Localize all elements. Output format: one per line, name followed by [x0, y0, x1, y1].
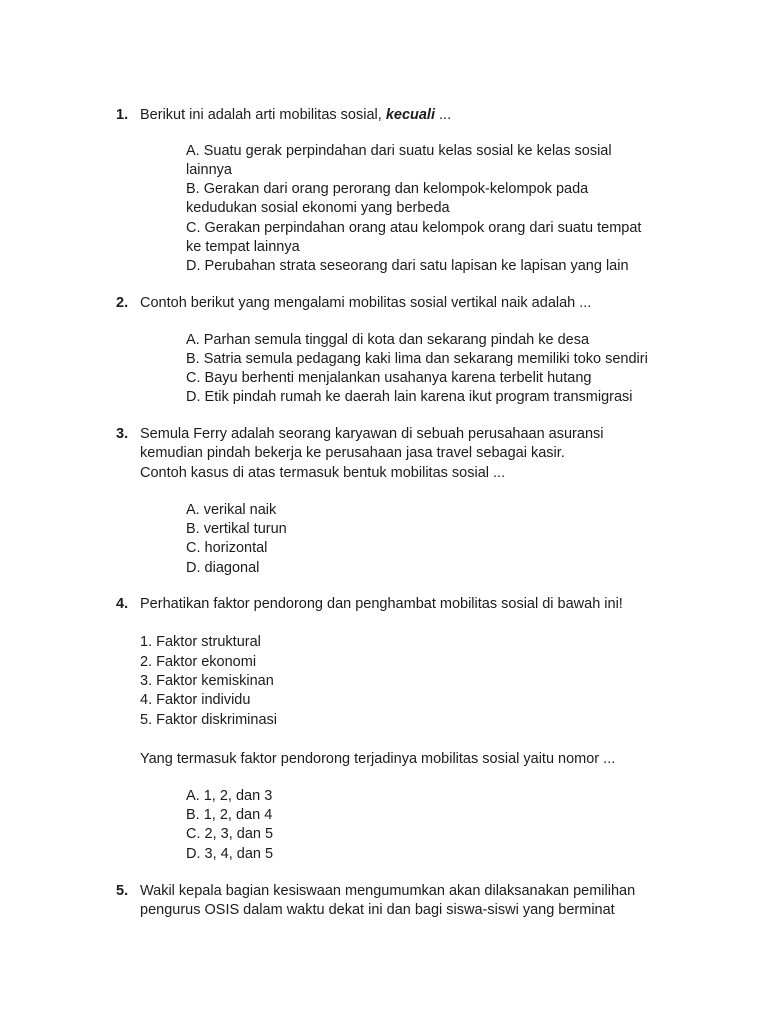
question-3-option-c: C. horizontal [186, 540, 268, 556]
question-1-option-b-cont: kedudukan sosial ekonomi yang berbeda [186, 200, 450, 216]
question-5-stem-line-2: pengurus OSIS dalam waktu dekat ini dan bagi siswa-siswi yang berminat [140, 902, 615, 918]
question-1-option-a-cont: lainnya [186, 162, 232, 178]
question-2-option-b: B. Satria semula pedagang kaki lima dan sekarang memiliki toko sendiri [186, 351, 648, 367]
question-1-stem-text: Berikut ini adalah arti mobilitas sosial, [140, 107, 386, 123]
question-4-prompt: Yang termasuk faktor pendorong terjadinya mobilitas sosial yaitu nomor ... [140, 751, 616, 767]
question-2-stem: Contoh berikut yang mengalami mobilitas sosial vertikal naik adalah ... [140, 295, 592, 311]
question-4-option-b: B. 1, 2, dan 4 [186, 807, 273, 823]
question-1-option-c: C. Gerakan perpindahan orang atau kelompok orang dari suatu tempat [186, 220, 642, 236]
question-1-option-b: B. Gerakan dari orang perorang dan kelompok-kelompok pada [186, 181, 589, 197]
question-1-option-d: D. Perubahan strata seseorang dari satu lapisan ke lapisan yang lain [186, 258, 629, 274]
question-4-stem: Perhatikan faktor pendorong dan penghambat mobilitas sosial di bawah ini! [140, 596, 623, 612]
question-1-option-c-cont: ke tempat lainnya [186, 239, 300, 255]
question-5-number: 5. [116, 883, 129, 899]
question-2-option-a: A. Parhan semula tinggal di kota dan sekarang pindah ke desa [186, 332, 590, 348]
question-4-option-a: A. 1, 2, dan 3 [186, 788, 273, 804]
question-5-stem-line-1: Wakil kepala bagian kesiswaan mengumumkan akan dilaksanakan pemilihan [140, 883, 636, 899]
question-4-factor-1: 1. Faktor struktural [140, 634, 261, 650]
question-1-option-a: A. Suatu gerak perpindahan dari suatu kelas sosial ke kelas sosial [186, 143, 612, 159]
question-1-number: 1. [116, 107, 129, 123]
question-3-option-d: D. diagonal [186, 560, 260, 576]
question-2-option-c: C. Bayu berhenti menjalankan usahanya karena terbelit hutang [186, 370, 592, 386]
question-2-number: 2. [116, 295, 129, 311]
question-4-number: 4. [116, 596, 129, 612]
question-4-factor-5: 5. Faktor diskriminasi [140, 712, 277, 728]
question-3-stem-line-3: Contoh kasus di atas termasuk bentuk mobilitas sosial ... [140, 465, 506, 481]
question-3-option-a: A. verikal naik [186, 502, 277, 518]
question-4-factor-3: 3. Faktor kemiskinan [140, 673, 274, 689]
question-1-emphasis: kecuali [385, 107, 435, 123]
question-3-stem-line-1: Semula Ferry adalah seorang karyawan di sebuah perusahaan asuransi [140, 426, 604, 442]
question-4-option-d: D. 3, 4, dan 5 [186, 846, 274, 862]
question-3-stem-line-2: kemudian pindah bekerja ke perusahaan jasa travel sebagai kasir. [140, 445, 565, 461]
question-2-option-d: D. Etik pindah rumah ke daerah lain karena ikut program transmigrasi [186, 389, 633, 405]
question-3-number: 3. [116, 426, 129, 442]
question-1-stem [140, 106, 451, 125]
question-4-factor-2: 2. Faktor ekonomi [140, 654, 257, 670]
question-3-option-b: B. vertikal turun [186, 521, 287, 537]
question-4-option-c: C. 2, 3, dan 5 [186, 826, 274, 842]
question-1-ellipsis: ... [434, 107, 452, 123]
question-4-factor-4: 4. Faktor individu [140, 692, 251, 708]
